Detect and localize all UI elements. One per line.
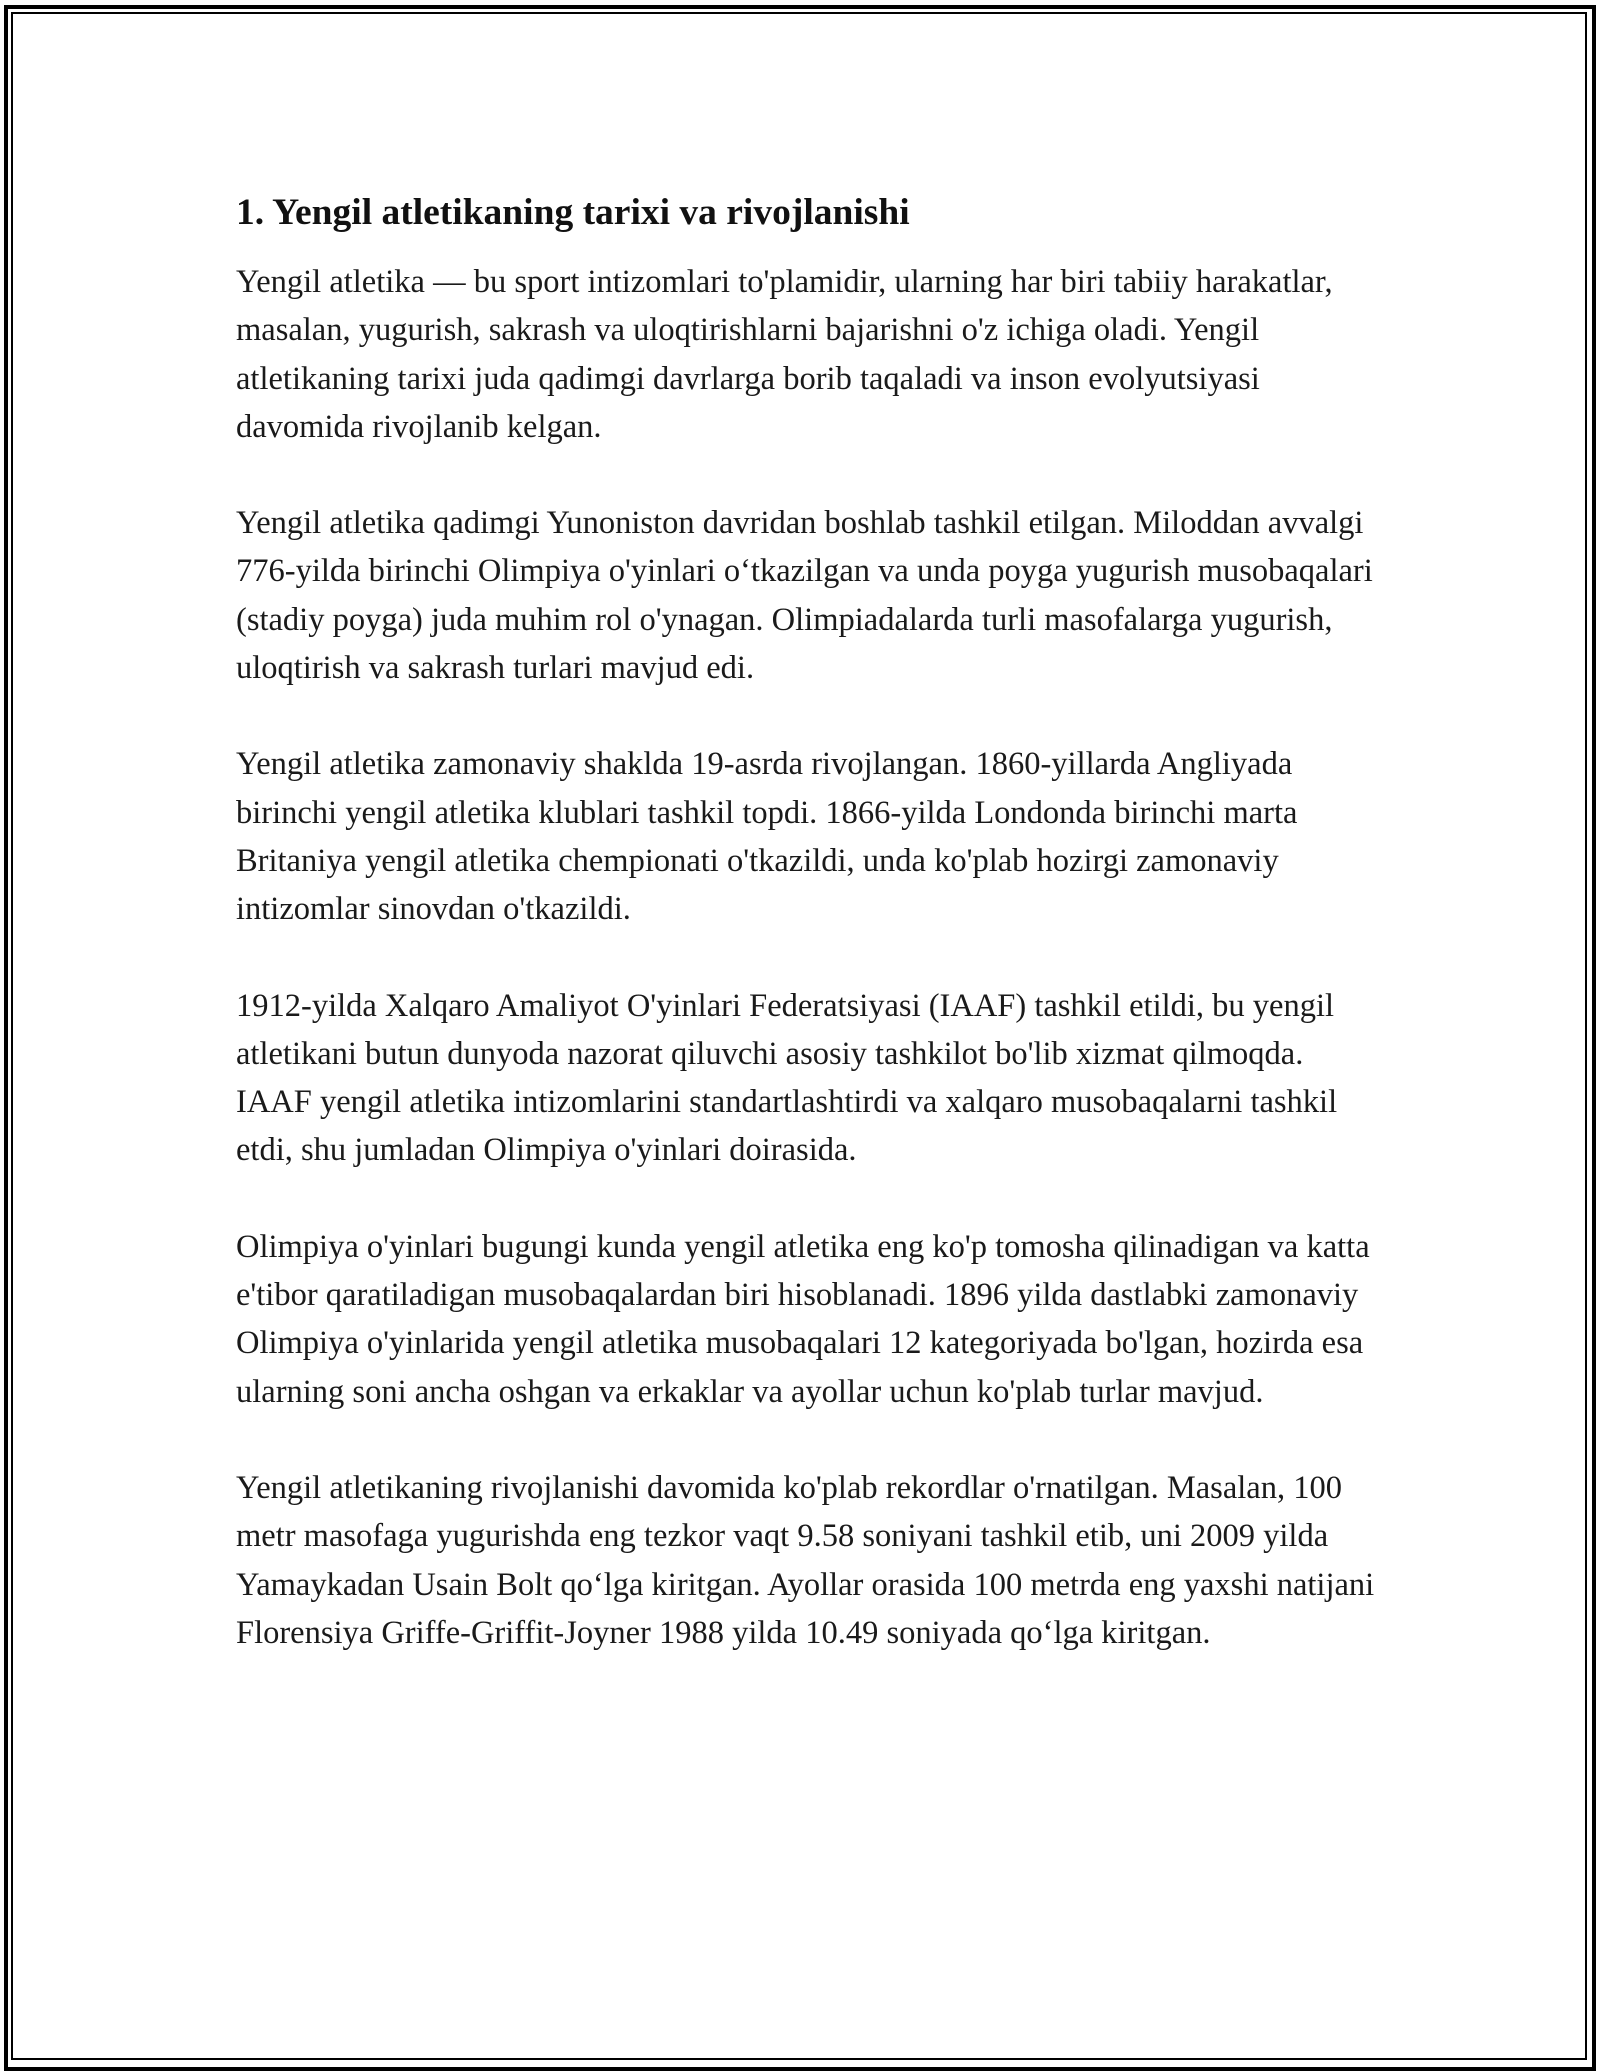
paragraph-ancient-greece: Yengil atletika qadimgi Yunoniston davridan boshlab tashkil etilgan. Miloddan avvalgi 776-yilda birinchi Olimpiya o'yinlari o‘tkazilgan va unda poyga yugurish musobaqalari (stadiy poyga) juda muhim rol o'ynagan. Olimpiadalarda turli masofalarga yugurish, uloqtirish va sakrash turlari mavjud edi. <box>236 505 1373 687</box>
paragraph-intro: Yengil atletika — bu sport intizomlari to'plamidir, ularning har biri tabiiy harakatlar, masalan, yugurish, sakrash va uloqtirishlarni bajarishni o'z ichiga oladi. Yengil atletikaning tarixi juda qadimgi davrlarga borib taqaladi va inson evolyutsiyasi davomida rivojlanib kelgan. <box>236 264 1333 445</box>
paragraph-records: Yengil atletikaning rivojlanishi davomida ko'plab rekordlar o'rnatilgan. Masalan, 100 metr masofaga yugurishda eng tezkor vaqt 9.58 soniyani tashkil etib, uni 2009 yilda Yamaykadan Usain Bolt qo‘lga kiritgan. Ayollar orasida 100 metrda eng yaxshi natijani Florensiya Griffe-Griffit-Joyner 1988 yilda 10.49 soniyada qo‘lga kiritgan. <box>236 1469 1375 1651</box>
paragraph-olympics: Olimpiya o'yinlari bugungi kunda yengil atletika eng ko'p tomosha qilinadigan va katta e'tibor qaratiladigan musobaqalardan biri hisoblanadi. 1896 yilda dastlabki zamonaviy Olimpiya o'yinlarida yengil atletika musobaqalari 12 kategoriyada bo'lgan, hozirda esa ularning soni ancha oshgan va erkaklar va ayollar uchun ko'plab turlar mavjud. <box>236 1228 1370 1410</box>
paragraph-modern-form: Yengil atletika zamonaviy shakldа 19-asrda rivojlangan. 1860-yillarda Angliyada birinchi yengil atletika klublari tashkil topdi. 1866-yilda Londonda birinchi marta Britaniya yengil atletika chempionati o'tkazildi, unda ko'plab hozirgi zamonaviy intizomlar sinovdan o'tkazildi. <box>236 746 1298 928</box>
document-body <box>236 186 1381 1657</box>
section-heading: 1. Yengil atletikaning tarixi va rivojlanishi <box>236 192 910 233</box>
paragraph-iaaf: 1912-yilda Xalqaro Amaliyot O'yinlari Federatsiyasi (IAAF) tashkil etildi, bu yengil atletikani butun dunyoda nazorat qiluvchi asosiy tashkilot bo'lib xizmat qilmoqda. IAAF yengil atletika intizomlarini standartlashtirdi va xalqaro musobaqalarni tashkil etdi, shu jumladan Olimpiya o'yinlari doirasida. <box>236 987 1338 1169</box>
